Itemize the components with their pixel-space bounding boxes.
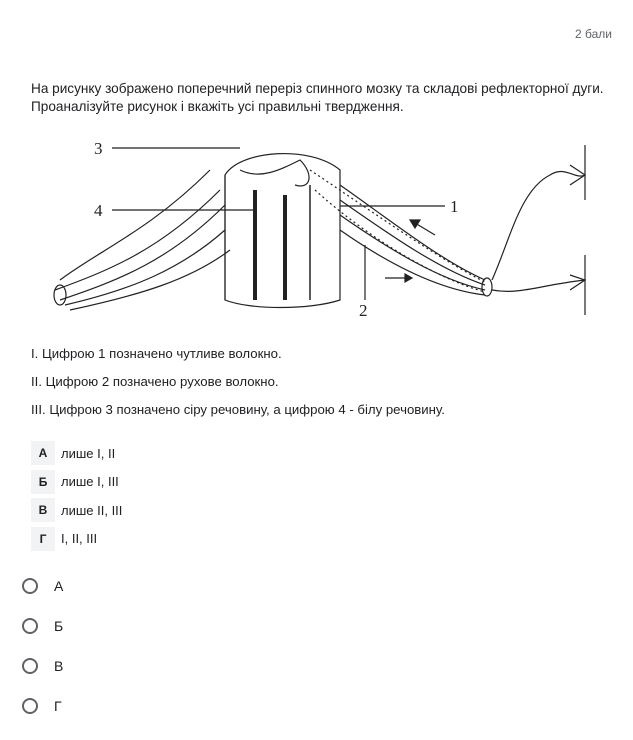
option-text: лише І, ІІІ <box>61 474 119 490</box>
option-letter: Г <box>31 527 55 551</box>
option-text: лише І, ІІ <box>61 445 116 461</box>
radio-choice-b[interactable] <box>22 606 63 646</box>
label-1: 1 <box>450 197 459 216</box>
statements-list <box>31 345 445 429</box>
radio-choice-a[interactable] <box>22 566 63 606</box>
option-letter: В <box>31 498 55 522</box>
spinal-cord-figure <box>40 130 620 325</box>
radio-label: В <box>54 658 64 674</box>
option-row-h <box>31 525 122 554</box>
statement-2: ІІ. Цифрою 2 позначено рухове волокно. <box>31 374 279 389</box>
option-letter: А <box>31 441 55 465</box>
option-row-a <box>31 439 122 468</box>
radio-label: Б <box>54 618 64 634</box>
statement-3: ІІІ. Цифрою 3 позначено сіру речовину, а цифрою 4 - білу речовину. <box>31 402 445 417</box>
option-letter: Б <box>31 470 55 494</box>
statement-1: І. Цифрою 1 позначено чутливе волокно. <box>31 346 282 361</box>
question-text: На рисунку зображено поперечний переріз спинного мозку та складові рефлекторної дуги. Проаналізуйте рисунок і вкажіть усі правильні твердження. <box>31 81 604 114</box>
radio-label: Г <box>54 698 62 714</box>
answer-options-table <box>31 439 122 553</box>
radio-choices <box>22 566 63 726</box>
label-4: 4 <box>94 201 103 220</box>
radio-button[interactable] <box>22 698 38 714</box>
radio-button[interactable] <box>22 578 38 594</box>
radio-button[interactable] <box>22 618 38 634</box>
label-2: 2 <box>359 301 368 320</box>
points-label: 2 бали <box>575 27 612 41</box>
option-text: лише ІІ, ІІІ <box>61 502 123 518</box>
radio-label: А <box>54 578 64 594</box>
radio-button[interactable] <box>22 658 38 674</box>
option-text: І, ІІ, ІІІ <box>61 531 98 547</box>
label-3: 3 <box>94 139 103 158</box>
radio-choice-h[interactable] <box>22 686 63 726</box>
option-row-v <box>31 496 122 525</box>
radio-choice-v[interactable] <box>22 646 63 686</box>
option-row-b <box>31 468 122 497</box>
